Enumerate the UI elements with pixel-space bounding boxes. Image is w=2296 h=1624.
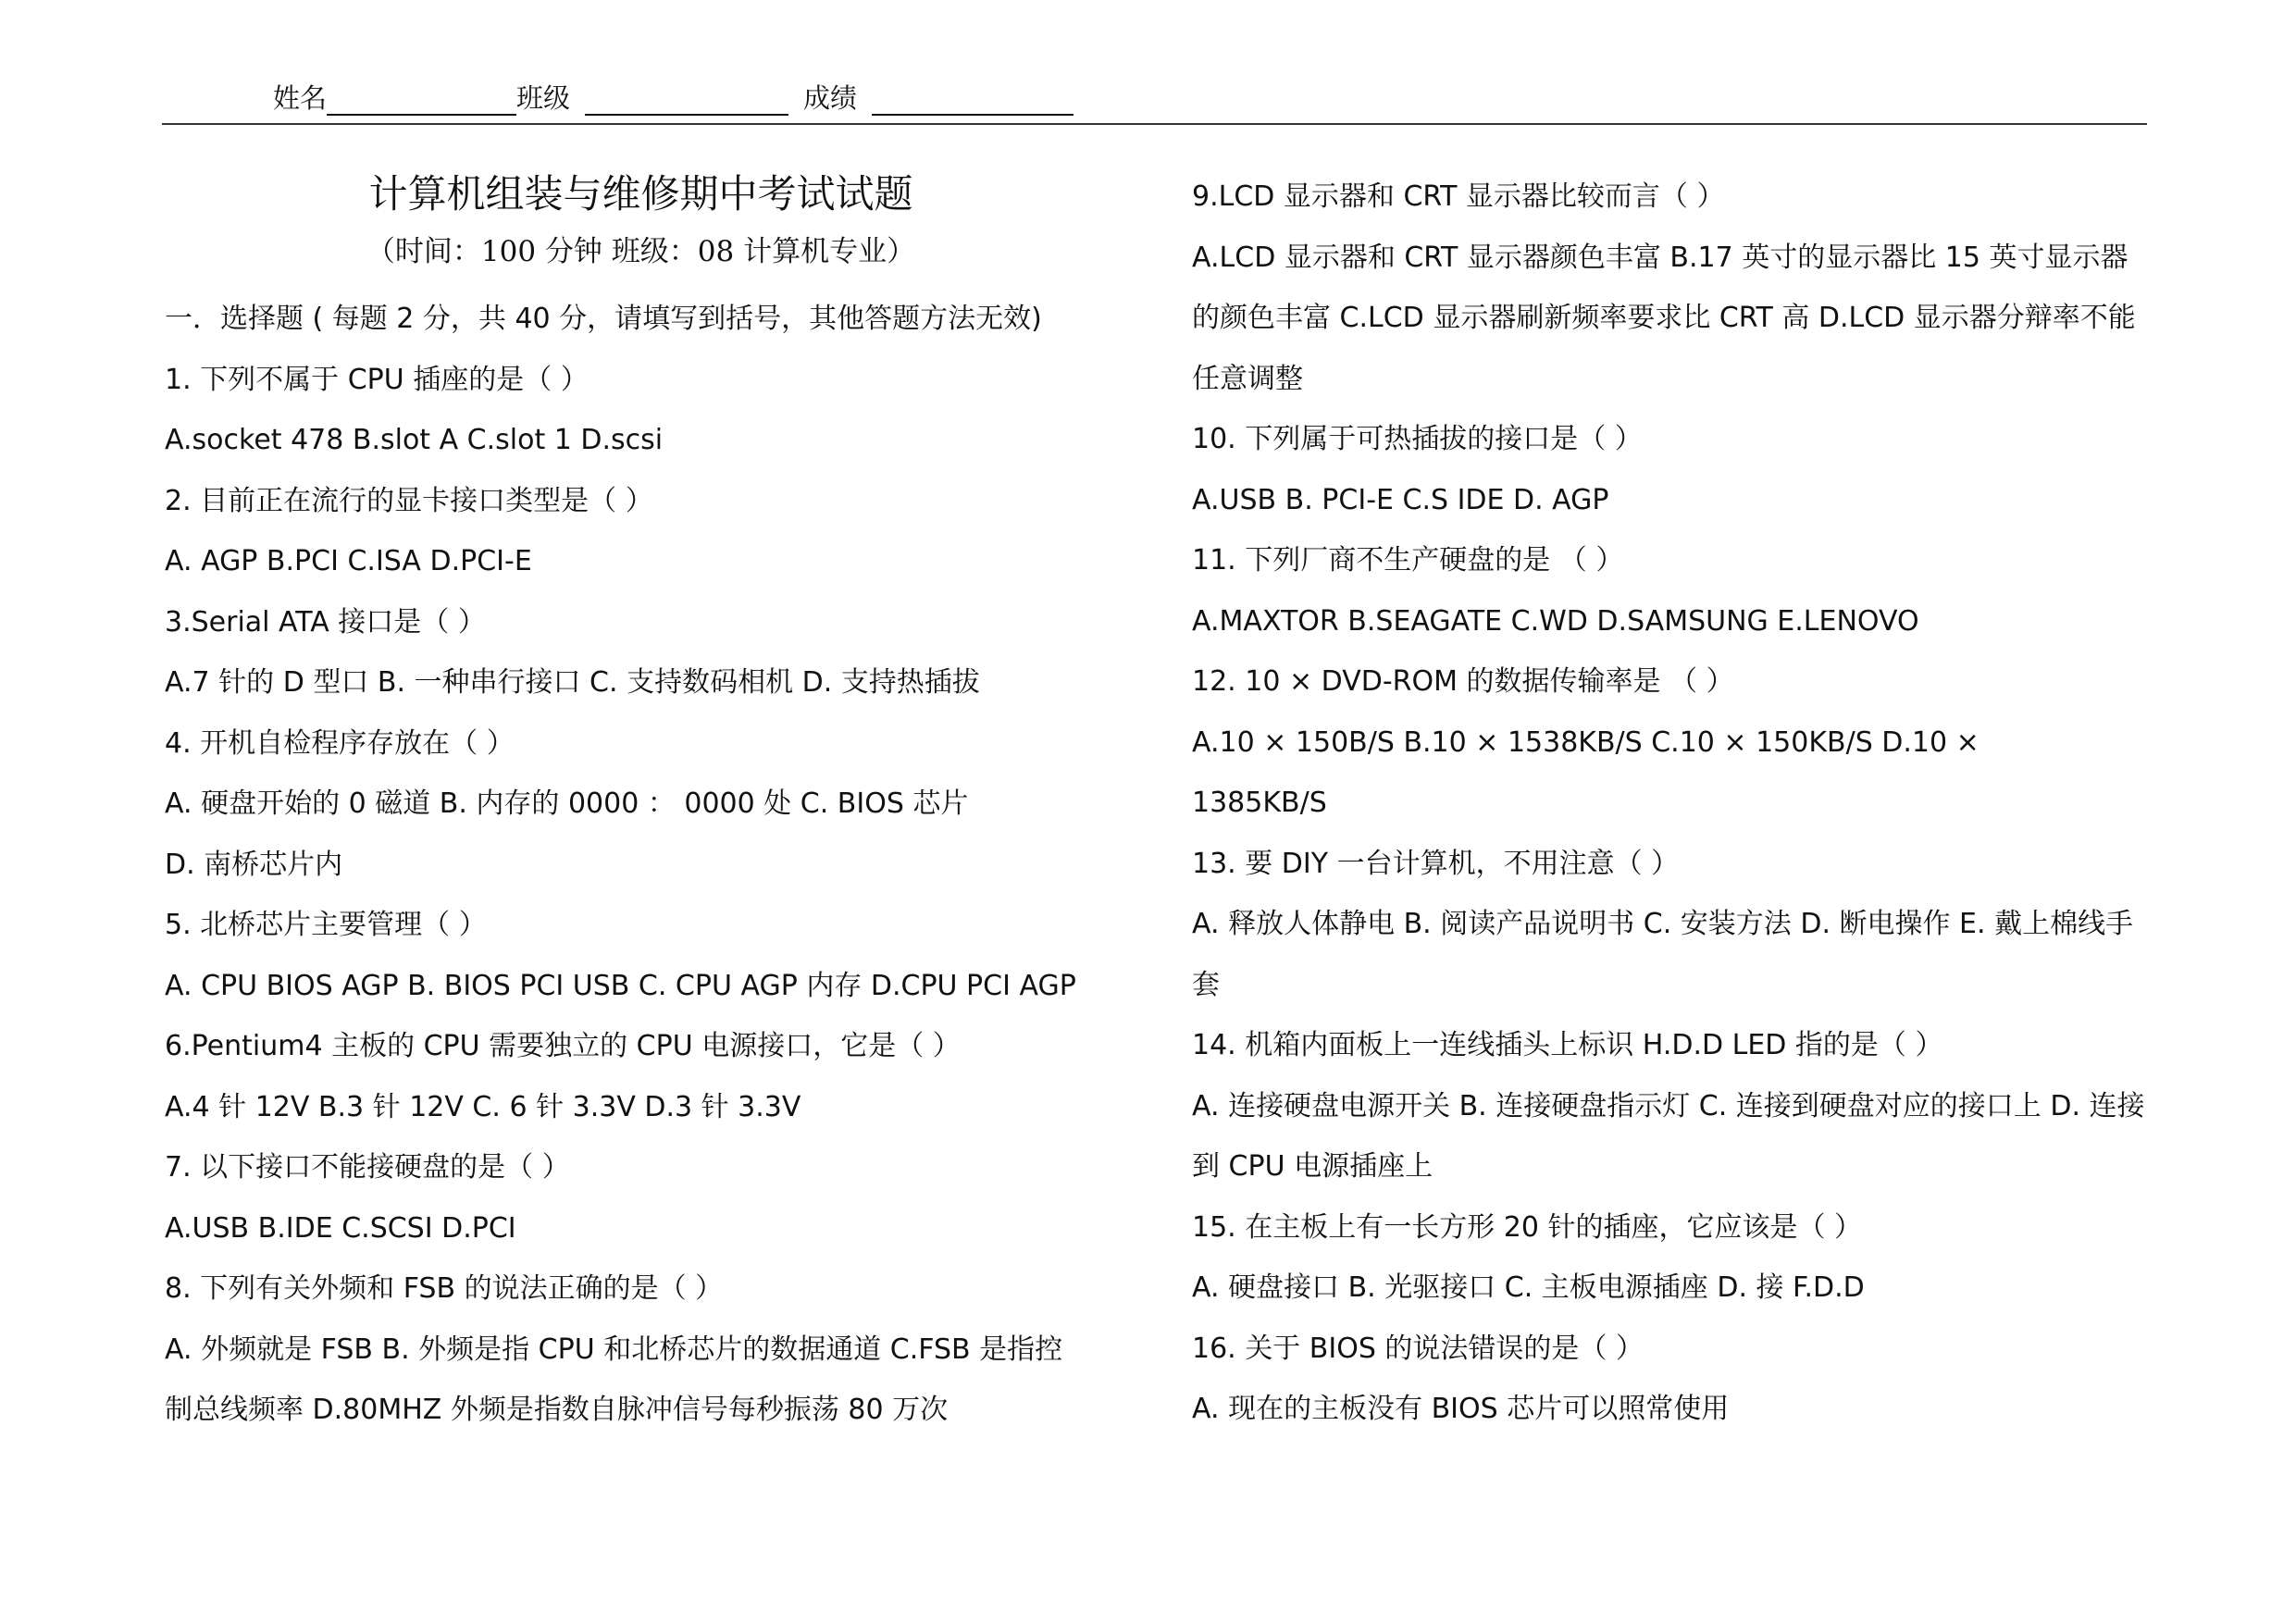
options-line: A. 释放人体静电 B. 阅读产品说明书 C. 安装方法 D. 断电操作 E. 戴上棉线手	[1192, 908, 2134, 940]
options-line: D. 南桥芯片内	[165, 848, 343, 881]
options-line: 的颜色丰富 C.LCD 显示器刷新频率要求比 CRT 高 D.LCD 显示器分辩率不能	[1192, 302, 2136, 334]
section-heading: 一．选择题 ( 每题 2 分，共 40 分，请填写到括号，其他答题方法无效)	[165, 303, 1042, 335]
right-column	[1192, 167, 2154, 1440]
options-line: A. AGP B.PCI C.ISA D.PCI-E	[165, 545, 532, 577]
question-line: 14. 机箱内面板上一连线插头上标识 H.D.D LED 指的是（ ）	[1192, 1029, 1943, 1061]
name-blank	[327, 86, 516, 116]
options-line: A.USB B.IDE C.SCSI D.PCI	[165, 1211, 516, 1245]
question-line: 5. 北桥芯片主要管理（ ）	[165, 909, 487, 941]
options-line: A.socket 478 B.slot A C.slot 1 D.scsi	[165, 424, 664, 456]
question-line: 11. 下列厂商不生产硬盘的是 （ ）	[1192, 544, 1624, 576]
options-line: A.4 针 12V B.3 针 12V C. 6 针 3.3V D.3 针 3.3V	[165, 1090, 801, 1123]
question-line: 9.LCD 显示器和 CRT 显示器比较而言（ ）	[1192, 180, 1725, 213]
options-line: 制总线频率 D.80MHZ 外频是指数自脉冲信号每秒振荡 80 万次	[165, 1394, 949, 1426]
options-line: 1385KB/S	[1192, 787, 1327, 819]
question-line: 13. 要 DIY 一台计算机，不用注意（ ）	[1192, 847, 1680, 880]
student-info-header	[162, 79, 2147, 125]
options-line: 套	[1192, 968, 1220, 1001]
score-label: 成绩	[803, 82, 858, 114]
question-line: 15. 在主板上有一长方形 20 针的插座，它应该是（ ）	[1192, 1210, 1863, 1244]
options-line: A. 硬盘开始的 0 磁道 B. 内存的 0000 ： 0000 处 C. BIOS 芯片	[165, 787, 969, 820]
options-line: A.10 × 150B/S B.10 × 1538KB/S C.10 × 150KB/S D.10 ×	[1192, 725, 1980, 759]
options-line: A. 现在的主板没有 BIOS 芯片可以照常使用	[1192, 1393, 1730, 1425]
name-label: 姓名	[273, 82, 328, 114]
left-column	[165, 289, 1132, 1441]
options-line: A.LCD 显示器和 CRT 显示器颜色丰富 B.17 英寸的显示器比 15 英寸显示器	[1192, 241, 2128, 274]
options-line: A. 连接硬盘电源开关 B. 连接硬盘指示灯 C. 连接到硬盘对应的接口上 D. 连接	[1192, 1089, 2145, 1122]
exam-subtitle: （时间：100 分钟 班级：08 计算机专业）	[366, 235, 916, 268]
options-line: A. CPU BIOS AGP B. BIOS PCI USB C. CPU AGP 内存 D.CPU PCI AGP	[165, 969, 1076, 1002]
student-info-row	[273, 79, 1074, 116]
question-line: 4. 开机自检程序存放在（ ）	[165, 726, 515, 760]
question-line: 2. 目前正在流行的显卡接口类型是（ ）	[165, 484, 653, 517]
question-line: 7. 以下接口不能接硬盘的是（ ）	[165, 1151, 570, 1184]
question-line: 1. 下列不属于 CPU 插座的是（ ）	[165, 363, 589, 396]
options-line: A.USB B. PCI-E C.S IDE D. AGP	[1192, 483, 1609, 516]
class-label: 班级	[516, 82, 571, 114]
options-line: 任意调整	[1192, 362, 1303, 395]
class-blank	[585, 86, 788, 116]
question-line: 6.Pentium4 主板的 CPU 需要独立的 CPU 电源接口，它是（ ）	[165, 1030, 961, 1062]
options-line: A.7 针的 D 型口 B. 一种串行接口 C. 支持数码相机 D. 支持热插拔	[165, 666, 980, 699]
page-title: 计算机组装与维修期中考试试题	[368, 171, 913, 217]
score-blank	[872, 86, 1074, 116]
question-line: 8. 下列有关外频和 FSB 的说法正确的是（ ）	[165, 1272, 724, 1305]
options-line: A. 外频就是 FSB B. 外频是指 CPU 和北桥芯片的数据通道 C.FSB 是指控	[165, 1333, 1063, 1366]
options-line: A.MAXTOR B.SEAGATE C.WD D.SAMSUNG E.LENOVO	[1192, 604, 1919, 638]
question-line: 3.Serial ATA 接口是（ ）	[165, 605, 486, 638]
question-line: 10. 下列属于可热插拔的接口是（ ）	[1192, 423, 1643, 455]
question-line: 16. 关于 BIOS 的说法错误的是（ ）	[1192, 1332, 1644, 1365]
options-line: 到 CPU 电源插座上	[1192, 1150, 1433, 1183]
question-line: 12. 10 × DVD-ROM 的数据传输率是 （ ）	[1192, 665, 1734, 698]
options-line: A. 硬盘接口 B. 光驱接口 C. 主板电源插座 D. 接 F.D.D	[1192, 1271, 1865, 1304]
